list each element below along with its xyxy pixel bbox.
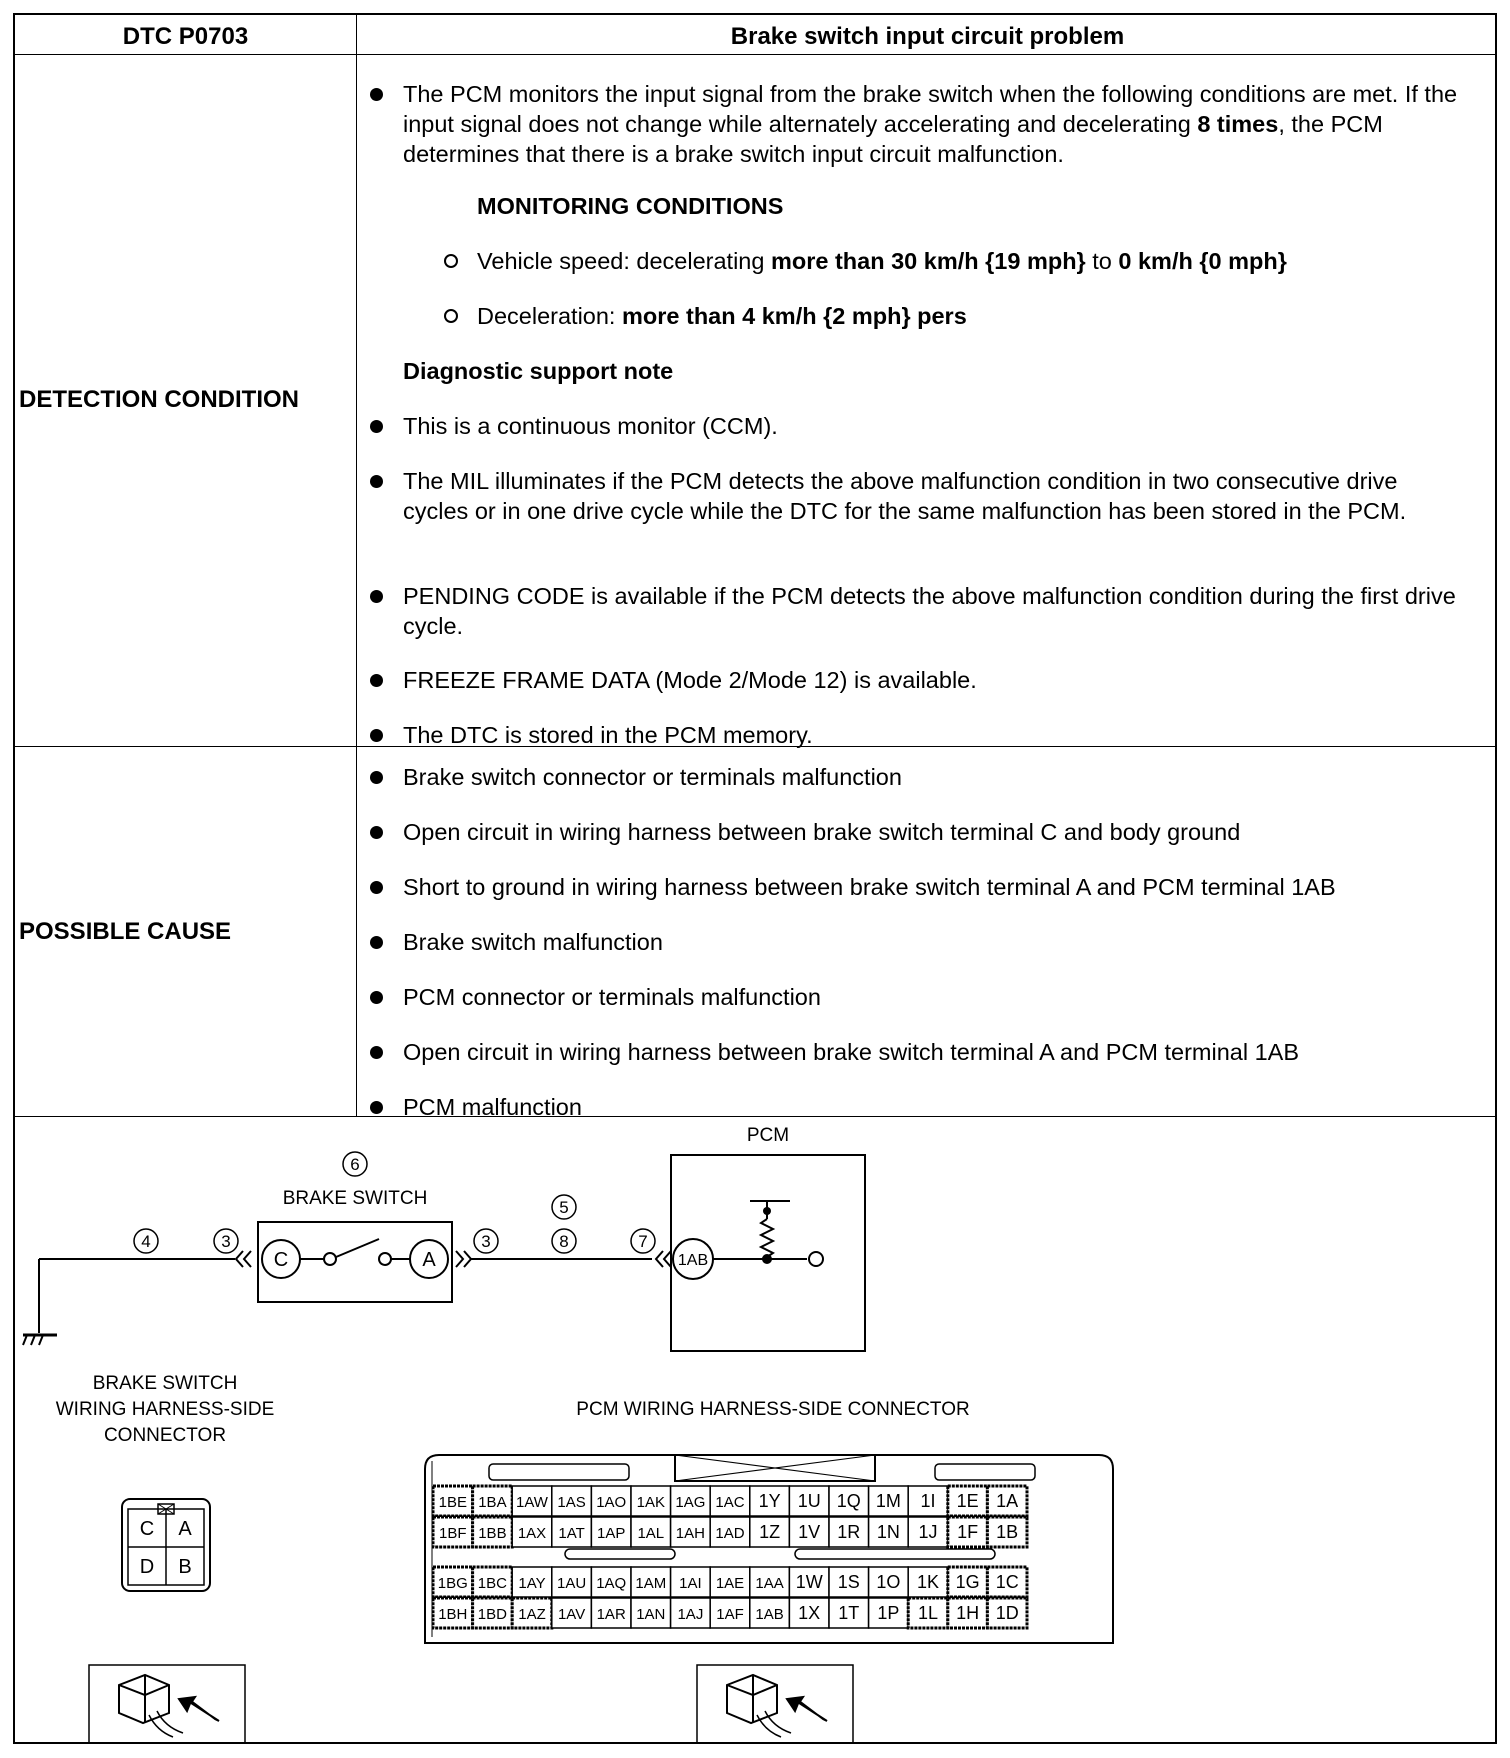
brake-connector-title: WIRING HARNESS-SIDE [55, 1399, 275, 1420]
pcm-pin-label: 1AN [636, 1606, 666, 1623]
pcm-pin-label: 1BF [439, 1525, 467, 1542]
pcm-pin-label: 1BE [438, 1494, 467, 1511]
detection-intro: The PCM monitors the input signal from the brake switch when the following conditions are met. If the input signal does not change while alternately accelerating and decelerating 8 times, the PCM determines that there is a brake switch input circuit malfunction. [403, 79, 1467, 169]
marker-8: 8 [559, 1232, 569, 1251]
terminal-1ab-label: 1AB [677, 1252, 709, 1269]
pcm-pin-label: 1AI [679, 1575, 702, 1592]
pcm-pin-label: 1O [876, 1572, 901, 1592]
cause-item: Open circuit in wiring harness between brake switch terminal C and body ground [403, 817, 1467, 847]
wiring-diagram [15, 15, 1495, 1742]
condition-speed: Vehicle speed: decelerating more than 30 km/h {19 mph} to 0 km/h {0 mph} [477, 246, 1467, 276]
pcm-pin-label: 1A [996, 1491, 1019, 1511]
pcm-label: PCM [746, 1125, 790, 1146]
pcm-pin-label: 1N [876, 1522, 900, 1542]
connector-icon [656, 1251, 671, 1267]
pcm-pin-label: 1AM [635, 1575, 667, 1592]
pcm-pin-label: 1AB [755, 1606, 784, 1623]
pcm-pin-label: 1Q [836, 1491, 861, 1511]
pcm-output-terminal [809, 1252, 823, 1266]
pcm-pin-label: 1AL [637, 1525, 665, 1542]
switch-blade [336, 1239, 379, 1257]
pcm-pin-label: 1K [916, 1572, 940, 1592]
pcm-pin-label: 1L [917, 1603, 939, 1623]
cause-item: Short to ground in wiring harness between brake switch terminal A and PCM terminal 1AB [403, 872, 1467, 902]
pcm-pin-label: 1AE [715, 1575, 745, 1592]
support-note: PENDING CODE is available if the PCM detects the above malfunction condition during the first drive cycle. [403, 581, 1467, 641]
pcm-pin-label: 1AA [755, 1575, 784, 1592]
marker-4: 4 [141, 1232, 151, 1251]
support-note-title: Diagnostic support note [403, 358, 674, 384]
resistor-icon [761, 1219, 773, 1257]
connector-icon [236, 1251, 251, 1267]
pin-c: C [139, 1518, 155, 1540]
pcm-pin-label: 1B [996, 1522, 1019, 1542]
brake-switch-label: BRAKE SWITCH [282, 1188, 428, 1209]
pcm-pin-label: 1AU [557, 1575, 587, 1592]
brake-connector-title: BRAKE SWITCH [92, 1373, 238, 1394]
marker-3: 3 [221, 1232, 231, 1251]
pcm-pin-label: 1Y [758, 1491, 781, 1511]
pcm-pin-label: 1AH [675, 1525, 705, 1542]
pcm-pin-label: 1W [795, 1572, 823, 1592]
cause-item: Brake switch connector or terminals malfunction [403, 762, 1467, 792]
pcm-pin-label: 1AP [597, 1525, 626, 1542]
pcm-pin-label: 1U [797, 1491, 821, 1511]
pcm-pin-label: 1BB [478, 1525, 507, 1542]
pcm-pin-label: 1AY [518, 1575, 546, 1592]
pcm-pin-label: 1AS [557, 1494, 586, 1511]
connector-icon [456, 1251, 471, 1267]
marker-5: 5 [559, 1198, 569, 1217]
pcm-pin-label: 1V [798, 1522, 821, 1542]
pcm-pin-label: 1BG [437, 1575, 468, 1592]
pcm-pin-label: 1BH [438, 1606, 468, 1623]
dtc-code: DTC P0703 [122, 23, 249, 50]
support-note: FREEZE FRAME DATA (Mode 2/Mode 12) is available. [403, 665, 1467, 695]
pcm-pin-label: 1AJ [677, 1606, 704, 1623]
pcm-pin-label: 1AR [596, 1606, 626, 1623]
support-note: This is a continuous monitor (CCM). [403, 411, 1467, 441]
pcm-pin-label: 1BC [477, 1575, 507, 1592]
support-note: The MIL illuminates if the PCM detects the above malfunction condition in two consecutive drive cycles or in one drive cycle while the DTC for the same malfunction has been stored in the PCM. [403, 466, 1467, 526]
pin-b: B [178, 1556, 192, 1578]
brake-connector-title: CONNECTOR [103, 1425, 227, 1446]
switch-contact [379, 1253, 391, 1265]
pcm-pin-label: 1H [956, 1603, 980, 1623]
junction-dot [763, 1207, 771, 1215]
pcm-pin-label: 1G [955, 1572, 980, 1592]
pcm-pin-label: 1AT [558, 1525, 585, 1542]
dtc-sheet [13, 13, 1497, 1744]
pcm-pin-label: 1T [838, 1603, 860, 1623]
condition-deceleration: Deceleration: more than 4 km/h {2 mph} pers [477, 301, 1467, 331]
switch-contact [324, 1253, 336, 1265]
support-note: The DTC is stored in the PCM memory. [403, 720, 1467, 750]
terminal-c-label: C [273, 1249, 289, 1271]
cause-item: Open circuit in wiring harness between brake switch terminal A and PCM terminal 1AB [403, 1037, 1467, 1067]
pcm-pin-label: 1X [798, 1603, 821, 1623]
pin-d: D [139, 1556, 155, 1578]
pcm-pin-label: 1J [918, 1522, 938, 1542]
cause-item: PCM connector or terminals malfunction [403, 982, 1467, 1012]
pcm-pin-label: 1M [875, 1491, 901, 1511]
harness-connector-icon [119, 1675, 219, 1737]
pcm-pin-grid [433, 1486, 1027, 1628]
pcm-pin-label: 1R [837, 1522, 861, 1542]
junction-dot [762, 1254, 772, 1264]
pcm-pin-label: 1P [877, 1603, 900, 1623]
pcm-pin-label: 1AC [715, 1494, 745, 1511]
pcm-pin-label: 1BA [478, 1494, 507, 1511]
pcm-pin-label: 1Z [759, 1522, 781, 1542]
pcm-pin-label: 1AK [636, 1494, 665, 1511]
pcm-pin-label: 1AG [675, 1494, 706, 1511]
terminal-a-label: A [422, 1249, 436, 1271]
marker-6: 6 [350, 1155, 360, 1174]
cause-item: PCM malfunction [403, 1092, 1467, 1122]
harness-connector-icon [727, 1675, 827, 1737]
pcm-pin-label: 1C [995, 1572, 1019, 1592]
pcm-pin-label: 1AO [596, 1494, 627, 1511]
pcm-connector-title: PCM WIRING HARNESS-SIDE CONNECTOR [576, 1399, 970, 1420]
marker-3: 3 [481, 1232, 491, 1251]
detection-label: DETECTION CONDITION [19, 386, 299, 413]
pcm-pin-label: 1AV [557, 1606, 586, 1623]
pcm-pin-label: 1F [957, 1522, 979, 1542]
pcm-pin-label: 1AX [517, 1525, 547, 1542]
pcm-pin-label: 1AQ [596, 1575, 627, 1592]
pcm-pin-label: 1D [995, 1603, 1019, 1623]
pcm-pin-label: 1AW [516, 1494, 548, 1511]
cause-item: Brake switch malfunction [403, 927, 1467, 957]
pcm-pin-label: 1AD [715, 1525, 745, 1542]
pcm-pin-label: 1BD [477, 1606, 507, 1623]
pcm-pin-label: 1I [920, 1491, 936, 1511]
pcm-pin-label: 1S [837, 1572, 860, 1592]
monitoring-title: MONITORING CONDITIONS [477, 193, 784, 219]
marker-7: 7 [638, 1232, 648, 1251]
pin-a: A [178, 1518, 192, 1540]
dtc-title: Brake switch input circuit problem [730, 23, 1125, 50]
pcm-pin-label: 1E [956, 1491, 979, 1511]
brake-connector [122, 1499, 210, 1591]
pcm-pin-label: 1AF [716, 1606, 744, 1623]
possible-cause-label: POSSIBLE CAUSE [19, 918, 232, 945]
pcm-pin-label: 1AZ [518, 1606, 546, 1623]
